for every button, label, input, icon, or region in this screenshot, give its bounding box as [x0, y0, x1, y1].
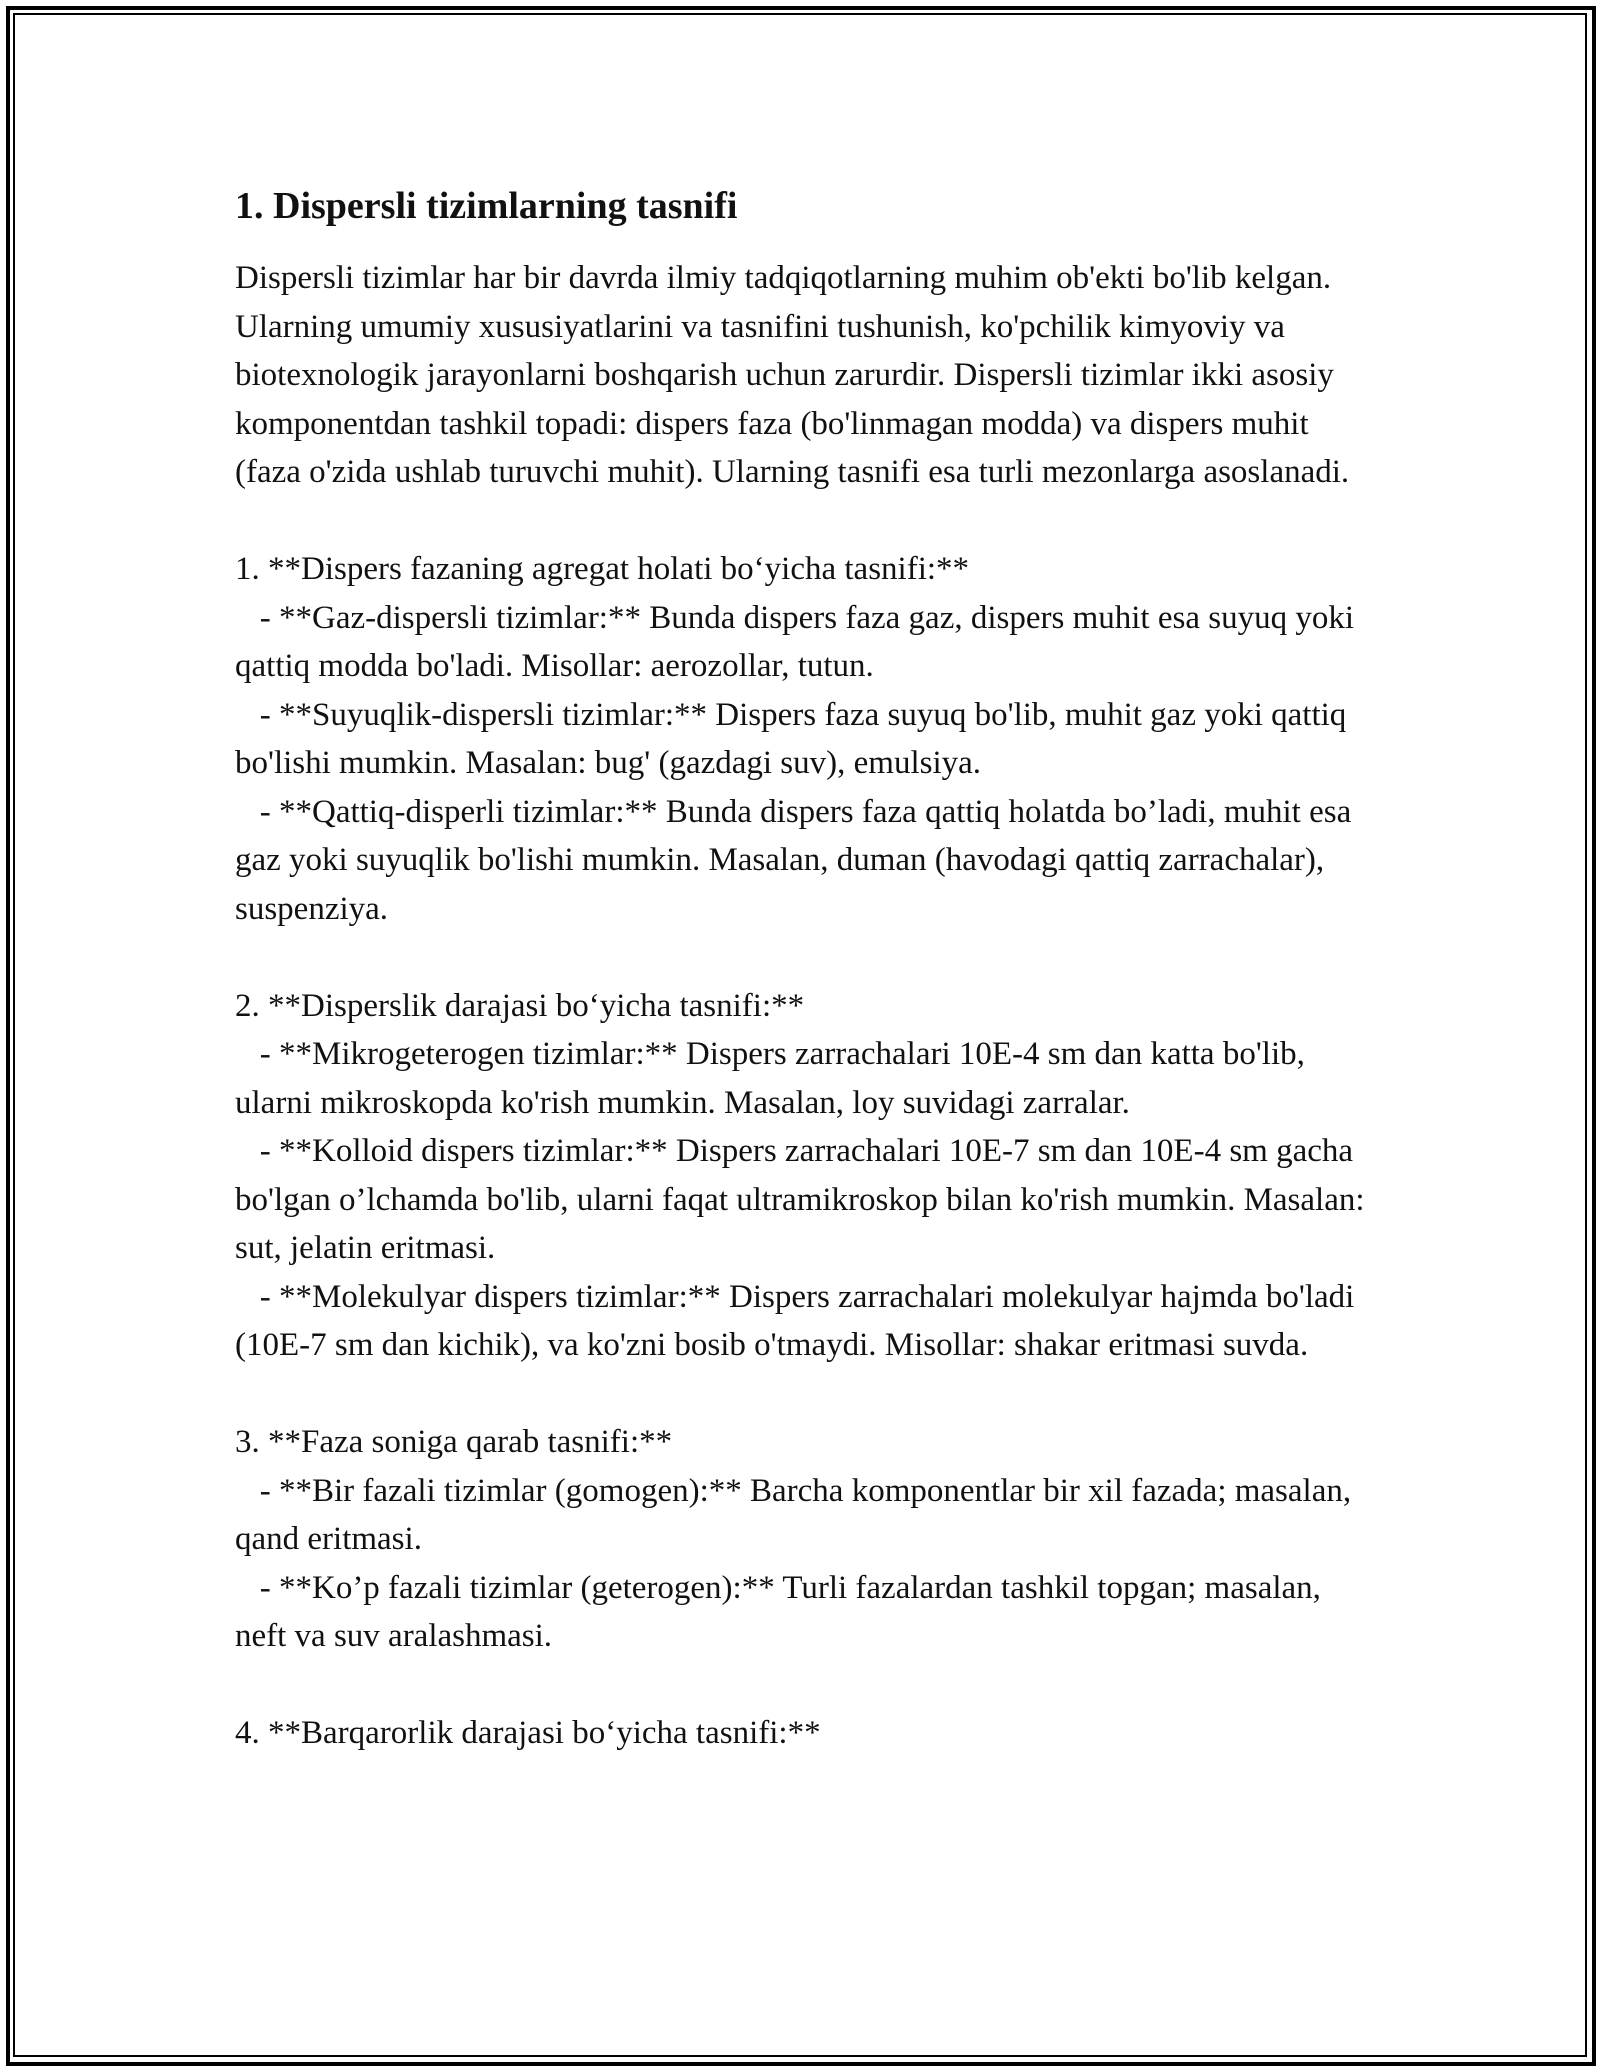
section-phase-count: 3. **Faza soniga qarab tasnifi:** - **Bir fazali tizimlar (gomogen):** Barcha komponentlar bir xil fazada; masalan, qand eritmasi. - **Ko’p fazali tizimlar (geterogen):** Turli fazalardan tashkil topgan; masalan, neft va suv aralashmasi. — [235, 1424, 1352, 1654]
intro-paragraph: Dispersli tizimlar har bir davrda ilmiy tadqiqotlarning muhim ob'ekti bo'lib kelgan. Ularning umumiy xususiyatlarini va tasnifini tushunish, ko'pchilik kimyoviy va biotexnologik jarayonlarni boshqarish uchun zarurdir. Dispersli tizimlar ikki asosiy komponentdan tashkil topadi: dispers faza (bo'linmagan modda) va dispers muhit (faza o'zida ushlab turuvchi muhit). Ularning tasnifi esa turli mezonlarga asoslanadi. — [235, 260, 1350, 490]
document-content — [235, 182, 1375, 1758]
section-stability-degree: 4. **Barqarorlik darajasi bo‘yicha tasnifi:** — [235, 1715, 821, 1751]
page-title: 1. Dispersli tizimlarning tasnifi — [235, 185, 738, 227]
section-dispersity-degree: 2. **Disperslik darajasi bo‘yicha tasnifi:** - **Mikrogeterogen tizimlar:** Dispers zarrachalari 10E-4 sm dan katta bo'lib, ularni mikroskopda ko'rish mumkin. Masalan, loy suvidagi zarralar. - **Kolloid dispers tizimlar:** Dispers zarrachalari 10E-7 sm dan 10E-4 sm gacha bo'lgan o’lchamda bo'lib, ularni faqat ultramikroskop bilan ko'rish mumkin. Masalan: sut, jelatin eritmasi. - **Molekulyar dispers tizimlar:** Dispers zarrachalari molekulyar hajmda bo'ladi (10E-7 sm dan kichik), va ko'zni bosib o'tmaydi. Misollar: shakar eritmasi suvda. — [235, 987, 1365, 1363]
document-body — [235, 254, 1375, 1758]
section-aggregate-state: 1. **Dispers fazaning agregat holati bo‘yicha tasnifi:** - **Gaz-dispersli tizimlar:** Bunda dispers faza gaz, dispers muhit esa suyuq yoki qattiq modda bo'ladi. Misollar: aerozollar, tutun. - **Suyuqlik-dispersli tizimlar:** Dispers faza suyuq bo'lib, muhit gaz yoki qattiq bo'lishi mumkin. Masalan: bug' (gazdagi suv), emulsiya. - **Qattiq-disperli tizimlar:** Bunda dispers faza qattiq holatda bo’ladi, muhit esa gaz yoki suyuqlik bo'lishi mumkin. Masalan, duman (havodagi qattiq zarrachalar), suspenziya. — [235, 551, 1354, 927]
